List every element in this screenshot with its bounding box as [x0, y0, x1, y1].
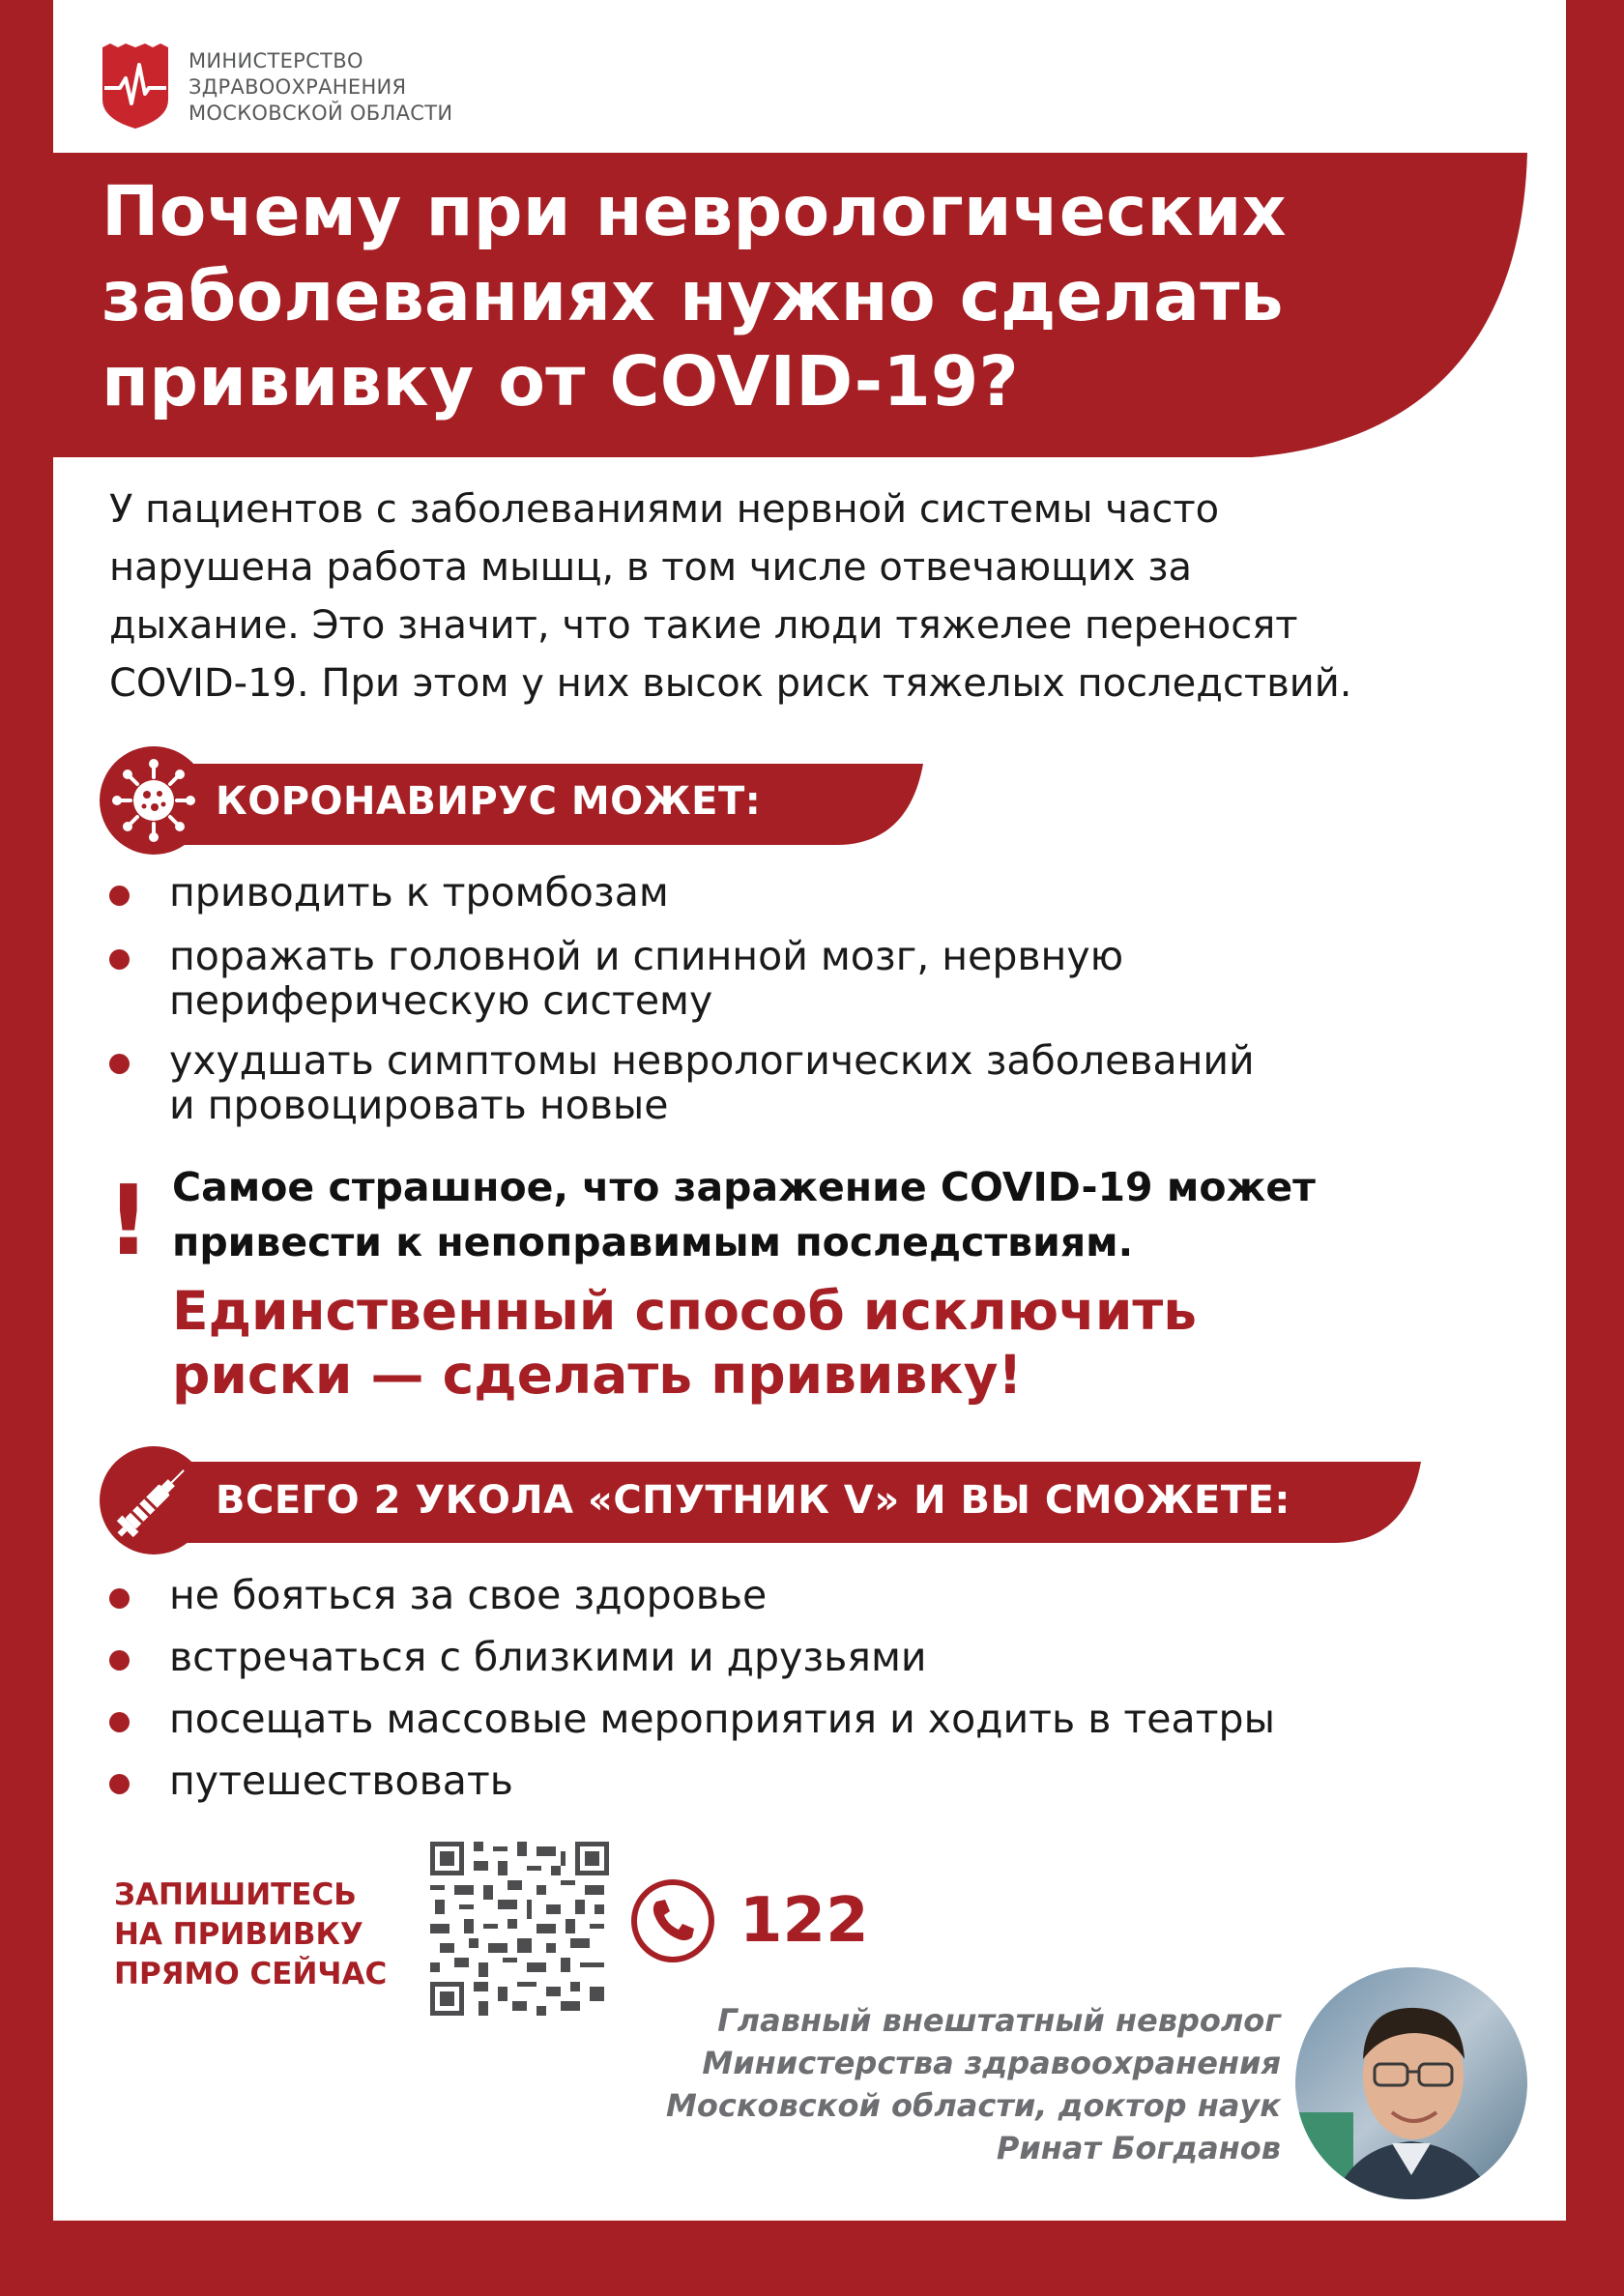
doctor-photo — [1295, 1967, 1527, 2199]
poster — [53, 0, 1566, 2221]
bullet — [109, 1712, 130, 1732]
ministry-name-line: МОСКОВСКОЙ ОБЛАСТИ — [188, 102, 453, 125]
warning-line: Самое страшное, что заражение COVID-19 может — [172, 1164, 1316, 1210]
ministry-name-line: ЗДРАВООХРАНЕНИЯ — [188, 75, 407, 99]
risk-item-line: приводить к тромбозам — [169, 869, 669, 915]
risk-item-line: поражать головной и спинной мозг, нервную — [169, 933, 1124, 979]
cta-line: ЗАПИШИТЕСЬ — [114, 1877, 357, 1912]
benefit-item: не бояться за свое здоровье — [169, 1572, 768, 1618]
virus-icon — [100, 746, 208, 855]
bullet — [109, 1588, 130, 1609]
exclamation-icon: ! — [106, 1164, 151, 1277]
risk-item-line: периферическую систему — [169, 977, 713, 1024]
bullet — [109, 886, 130, 906]
risk-item — [169, 934, 1123, 1023]
only-way-line: Единственный способ исключить — [172, 1280, 1198, 1342]
risk-item — [169, 870, 669, 915]
cta-line: ПРЯМО СЕЙЧАС — [114, 1957, 388, 1991]
benefit-item: путешествовать — [169, 1758, 513, 1804]
benefit-item: посещать массовые мероприятия и ходить в театры — [169, 1696, 1275, 1742]
risk-item-line: и провоцировать новые — [169, 1082, 669, 1128]
caption-line: Ринат Богданов — [996, 2130, 1281, 2166]
benefit-item: встречаться с близкими и друзьями — [169, 1634, 927, 1680]
intro-line: COVID-19. При этом у них высок риск тяжелых последствий. — [109, 661, 1352, 706]
bullet — [109, 1650, 130, 1671]
caption-line: Министерства здравоохранения — [702, 2045, 1281, 2081]
syringe-icon — [100, 1446, 208, 1555]
title-line: Почему при неврологических — [102, 171, 1287, 251]
ministry-name — [188, 48, 452, 127]
benefits-heading: ВСЕГО 2 УКОЛА «СПУТНИК V» И ВЫ СМОЖЕТЕ: — [216, 1478, 1290, 1523]
only-way-line: риски — сделать прививку! — [172, 1344, 1023, 1406]
signup-call-to-action — [114, 1875, 387, 1994]
phone-number[interactable]: 122 — [740, 1885, 869, 1957]
ministry-name-line: МИНИСТЕРСТВО — [188, 49, 363, 73]
only-way-statement — [172, 1279, 1197, 1407]
bullet — [109, 949, 130, 970]
risk-item-line: ухудшать симптомы неврологических заболеваний — [169, 1037, 1255, 1084]
doctor-caption — [666, 1999, 1281, 2169]
warning-text — [172, 1160, 1316, 1270]
intro-line: У пациентов с заболеваниями нервной системы часто — [109, 487, 1220, 532]
intro-line: дыхание. Это значит, что такие люди тяжелее переносят — [109, 603, 1298, 648]
title-line: заболеваниях нужно сделать — [102, 256, 1284, 336]
cta-line: НА ПРИВИВКУ — [114, 1917, 363, 1952]
phone-icon[interactable] — [630, 1878, 715, 1963]
ministry-logo-icon — [99, 44, 172, 131]
page-title — [102, 169, 1287, 424]
qr-code-icon[interactable] — [430, 1842, 609, 2016]
intro-line: нарушена работа мышц, в том числе отвечающих за — [109, 545, 1192, 590]
bullet — [109, 1054, 130, 1074]
caption-line: Московской области, доктор наук — [666, 2087, 1281, 2124]
caption-line: Главный внештатный невролог — [717, 2002, 1281, 2039]
warning-line: привести к непоправимым последствиям. — [172, 1219, 1134, 1265]
intro-paragraph — [109, 480, 1530, 712]
bullet — [109, 1774, 130, 1794]
title-line: прививку от COVID-19? — [102, 341, 1019, 421]
risk-item — [169, 1038, 1255, 1127]
risks-heading: КОРОНАВИРУС МОЖЕТ: — [216, 779, 762, 824]
